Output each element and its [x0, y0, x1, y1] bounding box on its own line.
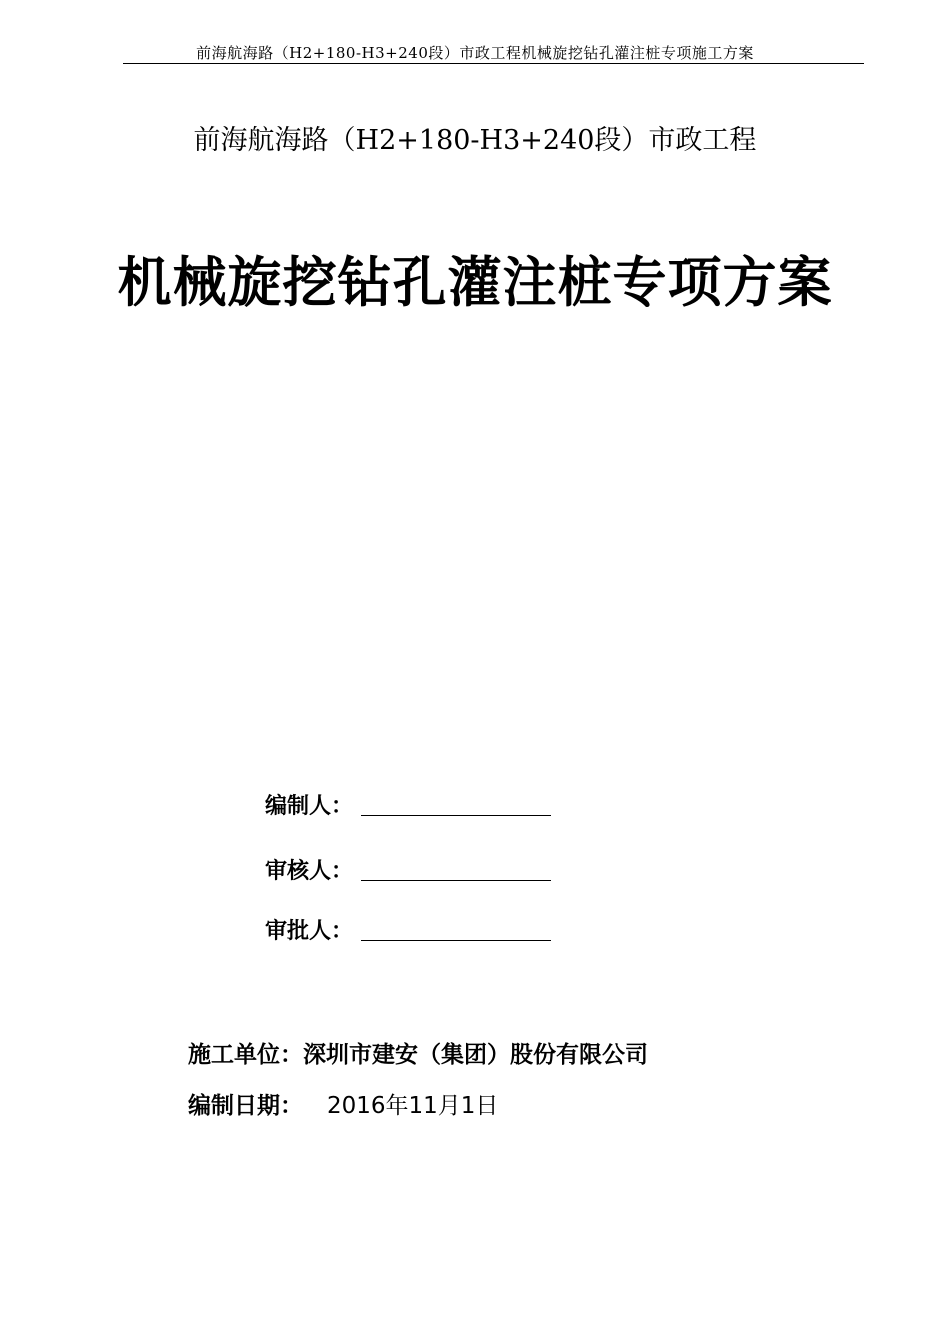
approver-label: 审批人：	[265, 919, 354, 944]
compiler-signature-line	[361, 815, 551, 816]
header-rule	[123, 63, 864, 64]
reviewer-signature-line	[361, 880, 551, 881]
reviewer-signature-row	[265, 851, 551, 885]
document-title: 机械旋挖钻孔灌注桩专项方案	[117, 251, 833, 314]
running-header: 前海航海路（H2+180-H3+240段）市政工程机械旋挖钻孔灌注桩专项施工方案	[196, 44, 754, 62]
contractor-row	[188, 1036, 648, 1069]
date-value: 2016年11月1日	[327, 1093, 499, 1119]
date-row	[188, 1087, 498, 1120]
contractor-value: 深圳市建安（集团）股份有限公司	[303, 1042, 648, 1068]
project-name: 前海航海路（H2+180-H3+240段）市政工程	[193, 125, 757, 156]
compiler-signature-row	[265, 786, 551, 820]
contractor-label: 施工单位：	[188, 1042, 303, 1068]
compiler-label: 编制人：	[265, 794, 354, 819]
approver-signature-row	[265, 911, 551, 945]
approver-signature-line	[361, 940, 551, 941]
date-label: 编制日期：	[188, 1093, 303, 1119]
reviewer-label: 审核人：	[265, 859, 354, 884]
